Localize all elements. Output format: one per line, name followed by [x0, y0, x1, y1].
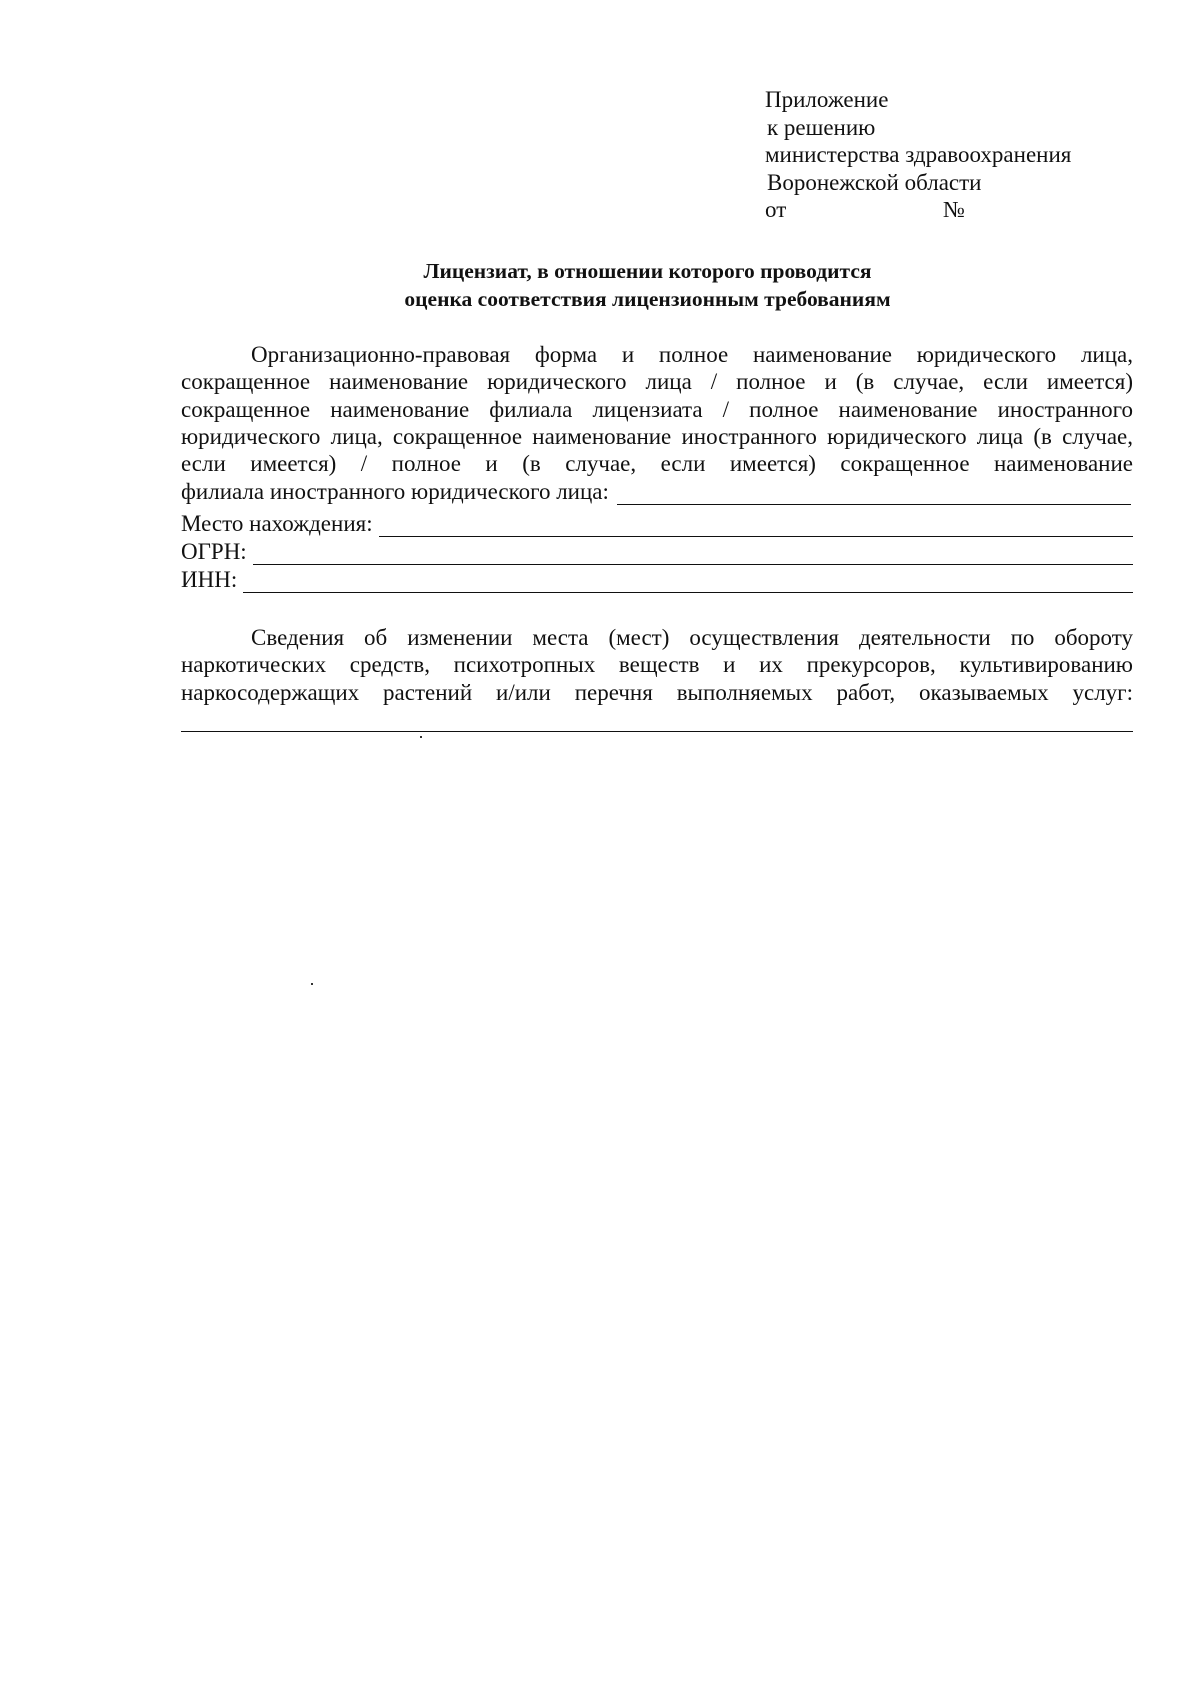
appendix-date-number-row — [765, 196, 1165, 223]
appendix-line-1: Приложение — [765, 87, 889, 112]
location-field-row — [181, 510, 1133, 537]
ogrn-fill-line — [253, 544, 1133, 565]
appendix-line-3: министерства здравоохранения — [765, 142, 1072, 167]
changes-text: Сведения об изменении места (мест) осуществления деятельности по обороту наркотических средств, психотропных веществ и их прекурсоров, культивированию наркосодержащих растений и/или перечня выполняемых работ, оказываемых услуг: — [181, 625, 1133, 705]
licensee-description-paragraph — [181, 341, 1133, 477]
scan-speck — [311, 983, 313, 985]
inn-field-label: ИНН: — [181, 567, 238, 592]
appendix-line-4: Воронежской области — [767, 169, 982, 195]
branch-field-label: филиала иностранного юридического лица: — [181, 479, 609, 504]
branch-field-row — [181, 478, 1131, 505]
appendix-line-2: к решению — [767, 114, 876, 140]
title-line-2: оценка соответствия лицензионным требованиям — [404, 287, 891, 311]
licensee-description-text: Организационно-правовая форма и полное наименование юридического лица, сокращенное наименование юридического лица / полное и (в случае, если имеется) сокращенное наименование филиала лицензиата / полное наименование иностранного юридического лица, сокращенное наименование иностранного юридического лица (в случае, если имеется) / полное и (в случае, если имеется) сокращенное наименование — [181, 342, 1133, 477]
changes-paragraph — [181, 624, 1133, 706]
location-fill-line — [379, 516, 1133, 537]
inn-field-row — [181, 566, 1133, 593]
document-title — [180, 257, 1115, 313]
appendix-number-label: № — [943, 197, 965, 222]
ogrn-field-label: ОГРН: — [181, 539, 247, 564]
branch-fill-line — [617, 484, 1131, 505]
changes-fill-line — [181, 731, 1133, 732]
appendix-header — [765, 86, 1165, 223]
ogrn-field-row — [181, 538, 1133, 565]
location-field-label: Место нахождения: — [181, 511, 373, 536]
appendix-from-label: от — [765, 197, 787, 222]
scan-speck — [420, 736, 422, 738]
inn-fill-line — [243, 572, 1133, 593]
title-line-1: Лицензиат, в отношении которого проводится — [423, 259, 872, 283]
